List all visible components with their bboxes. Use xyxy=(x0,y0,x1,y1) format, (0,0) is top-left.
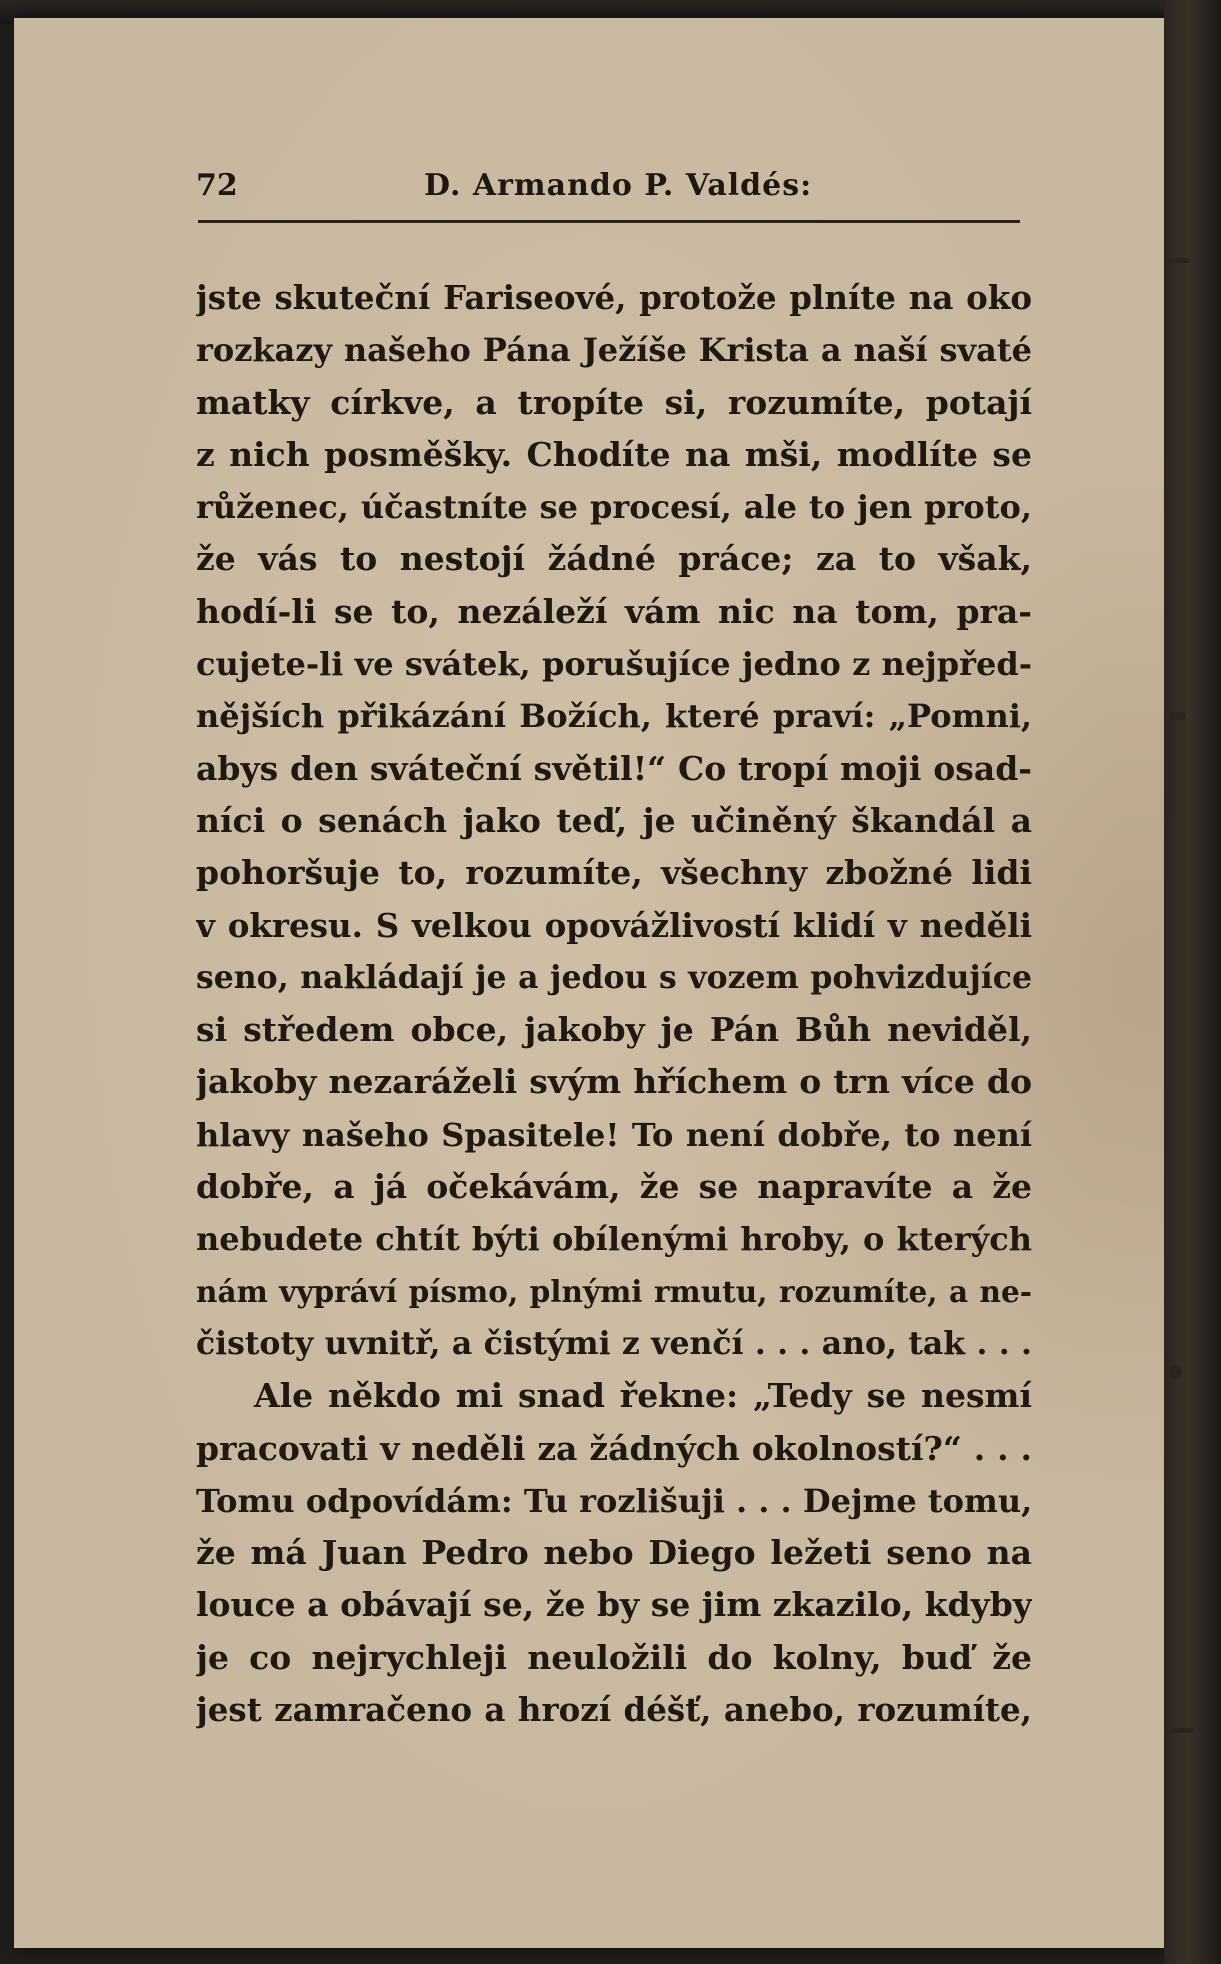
text-line: cujete-li ve svátek, porušujíce jedno z nejpřed- xyxy=(196,645,1032,684)
body-text xyxy=(196,272,1032,1736)
text-line: jest zamračeno a hrozí déšť, anebo, rozumíte, xyxy=(196,1690,1032,1730)
gutter-speck xyxy=(1164,1728,1194,1733)
text-line: je co nejrychleji neuložili do kolny, buď že xyxy=(196,1637,1032,1677)
text-line: z nich posměšky. Chodíte na mši, modlíte se xyxy=(196,434,1032,474)
text-line: Ale někdo mi snad řekne: „Tedy se nesmí xyxy=(254,1376,1032,1416)
gutter-speck xyxy=(1170,712,1186,720)
text-line: rozkazy našeho Pána Ježíše Krista a naší svaté xyxy=(196,331,1032,370)
text-line: hodí-li se to, nezáleží vám nic na tom, pra- xyxy=(196,591,1032,631)
text-line: pohoršuje to, rozumíte, všechny zbožné lidi xyxy=(196,853,1032,893)
text-line: dobře, a já očekávám, že se napravíte a že xyxy=(196,1167,1032,1207)
text-line: že vás to nestojí žádné práce; za to však, xyxy=(196,539,1032,579)
text-line: seno, nakládají je a jedou s vozem pohvizdujíce xyxy=(196,958,1032,996)
text-line: si středem obce, jakoby je Pán Bůh neviděl, xyxy=(196,1010,1032,1050)
gutter-line xyxy=(1166,720,1170,820)
gutter-speck xyxy=(1170,1366,1182,1378)
text-line: růženec, účastníte se procesí, ale to jen proto, xyxy=(196,488,1032,527)
page-header xyxy=(186,168,1022,218)
text-line: v okresu. S velkou opovážlivostí klidí v neděli xyxy=(196,905,1032,945)
header-rule xyxy=(198,220,1020,223)
text-line: nám vypráví písmo, plnými rmutu, rozumíte, a ne- xyxy=(196,1273,1032,1309)
text-line: nějších přikázání Božích, které praví: „Pomni, xyxy=(196,697,1032,736)
text-line: že má Juan Pedro nebo Diego ležeti seno na xyxy=(196,1533,1032,1573)
text-line: jakoby nezaráželi svým hříchem o trn více do xyxy=(196,1062,1032,1102)
running-head: D. Armando P. Valdés: xyxy=(424,168,813,203)
text-line: Tomu odpovídám: Tu rozlišuji . . . Dejme tomu, xyxy=(196,1481,1032,1520)
text-line: pracovati v neděli za žádných okolností?“ . . . xyxy=(196,1428,1032,1468)
text-line: níci o senách jako teď, je učiněný škandál a xyxy=(196,800,1032,840)
text-line: abys den sváteční světil!“ Co tropí moji osad- xyxy=(196,748,1032,788)
text-line: nebudete chtít býti obílenými hroby, o kterých xyxy=(196,1220,1032,1259)
text-line: čistoty uvnitř, a čistými z venčí . . . ano, tak . . . xyxy=(196,1324,1032,1362)
text-line: matky církve, a tropíte si, rozumíte, potají xyxy=(196,382,1032,422)
page-number: 72 xyxy=(196,168,238,203)
gutter-speck xyxy=(1168,258,1190,263)
text-line: jste skuteční Fariseové, protože plníte na oko xyxy=(196,278,1032,317)
text-line: hlavy našeho Spasitele! To není dobře, to není xyxy=(196,1115,1032,1154)
book-gutter xyxy=(1164,0,1221,1964)
text-line: louce a obávají se, že by se jim zkazilo, kdyby xyxy=(196,1585,1032,1625)
